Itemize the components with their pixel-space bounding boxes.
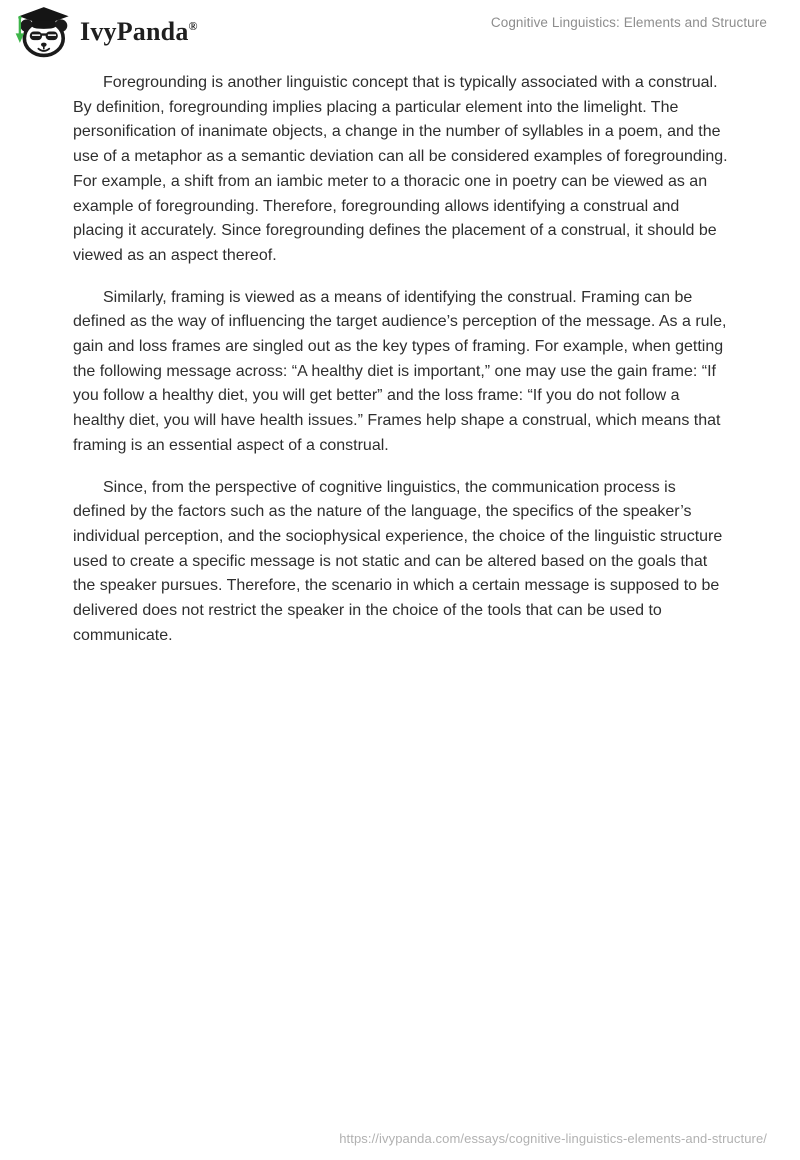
essay-paragraph-3: Since, from the perspective of cognitive linguistics, the communication process is defined by the factors such as the nature of the language, the specifics of the speaker’s individual perception, and the sociophysical experience, the choice of the linguistic structure used to create a specific message is not static and can be altered based on the goals that the speaker pursues. Therefore, the scenario in which a certain message is supposed to be delivered does not restrict the speaker in the choice of the tools that can be used to communicate.: [73, 478, 723, 644]
essay-paragraph-2: Similarly, framing is viewed as a means of identifying the construal. Framing can be defined as the way of influencing the target audience’s perception of the message. As a rule, gain and loss frames are singled out as the key types of framing. For example, when getting the following message across: “A healthy diet is important,” one may use the gain frame: “If you follow a healthy diet, you will get better” and the loss frame: “If you do not follow a healthy diet, you will have health issues.” Frames help shape a construal, which means that framing is an essential aspect of a construal.: [73, 288, 727, 454]
essay-paragraph-1: Foregrounding is another linguistic concept that is typically associated with a construal. By definition, foregrounding implies placing a particular element into the limelight. The personification of inanimate objects, a change in the number of syllables in a poem, and the use of a metaphor as a semantic deviation can all be considered examples of foregrounding. For example, a shift from an iambic meter to a thoracic one in poetry can be viewed as an example of foregrounding. Therefore, foregrounding allows identifying a construal and placing it accurately. Since foregrounding defines the placement of a construal, it should be viewed as an aspect thereof.: [73, 74, 728, 264]
running-head-title: Cognitive Linguistics: Elements and Structure: [490, 15, 767, 30]
page-header: [0, 0, 800, 62]
ivypanda-logo[interactable]: [14, 6, 198, 58]
logo-wordmark-text: IvyPanda: [80, 17, 189, 46]
panda-graduate-icon: [14, 6, 70, 58]
essay-body: [73, 71, 729, 665]
registered-trademark-symbol: ®: [188, 19, 198, 33]
source-url-link[interactable]: https://ivypanda.com/essays/cognitive-linguistics-elements-and-structure/: [339, 1131, 767, 1146]
logo-wordmark: [80, 19, 198, 45]
